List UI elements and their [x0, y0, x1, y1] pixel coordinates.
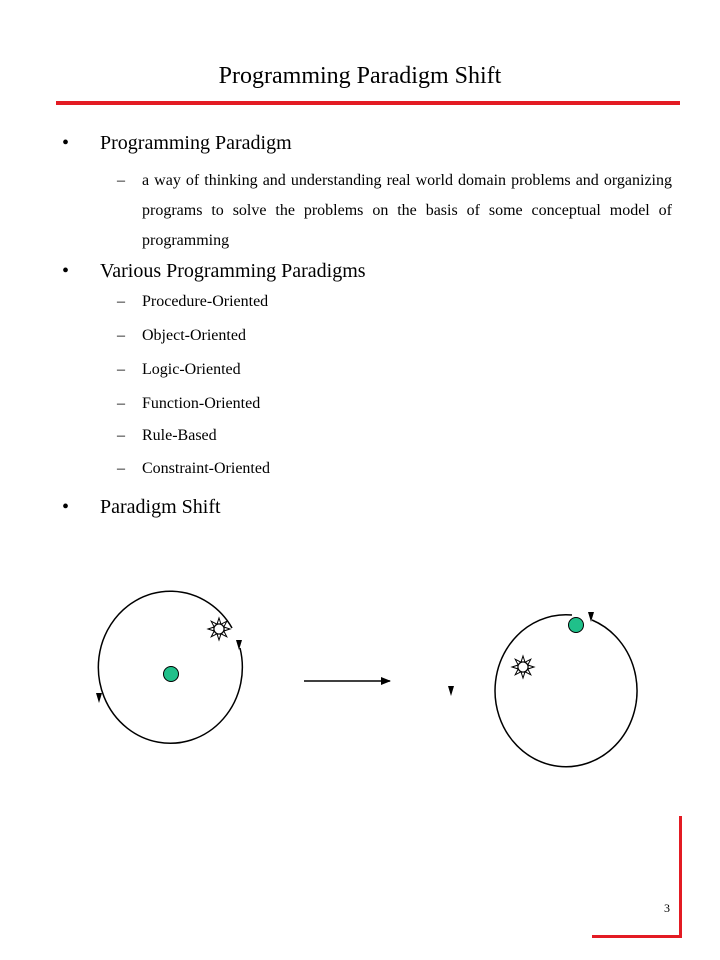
sub-bullet-marker: – [117, 460, 125, 477]
planet-icon [164, 667, 179, 682]
sub-bullet-marker: – [117, 427, 125, 444]
paradigm-function-oriented: Function-Oriented [142, 395, 261, 412]
sun-icon [208, 618, 230, 640]
orbit-arrowhead-icon [236, 640, 242, 650]
orbit-arrowhead-icon [96, 693, 102, 703]
sun-ray [528, 665, 534, 669]
paradigm-constraint-oriented: Constraint-Oriented [142, 460, 270, 477]
sun-ray [224, 627, 230, 631]
paradigm-rule-based: Rule-Based [142, 427, 217, 444]
sun-icon [512, 656, 534, 678]
sun-ray [521, 672, 525, 678]
bullet-marker: • [62, 260, 70, 282]
definition-text: a way of thinking and understanding real world domain problems and organizing programs to solve the problems on the basis of some conceptual model of programming [142, 172, 672, 249]
bullet-various-paradigms: Various Programming Paradigms [100, 260, 366, 282]
paradigm-logic-oriented: Logic-Oriented [142, 361, 241, 378]
sub-bullet-marker: – [117, 293, 125, 310]
left-orbit-diagram [96, 591, 242, 743]
sub-bullet-marker: – [117, 172, 125, 189]
bullet-marker: • [62, 132, 70, 154]
paradigm-shift-diagram [0, 580, 720, 780]
paradigm-procedure-oriented: Procedure-Oriented [142, 293, 269, 310]
orbit-arrowhead-icon [448, 686, 454, 696]
corner-accent-horizontal [592, 935, 682, 938]
sub-bullet-marker: – [117, 395, 125, 412]
bullet-programming-paradigm: Programming Paradigm [100, 132, 292, 154]
right-orbit-diagram [448, 612, 637, 767]
planet-icon [569, 618, 584, 633]
bullet-paradigm-shift: Paradigm Shift [100, 496, 221, 518]
slide-title: Programming Paradigm Shift [218, 63, 502, 89]
sun-ray [217, 618, 221, 624]
right-orbit-path [495, 615, 637, 767]
sun-ray [521, 656, 525, 662]
sub-bullet-marker: – [117, 361, 125, 378]
sun-ray [208, 627, 214, 631]
paradigm-object-oriented: Object-Oriented [142, 327, 246, 344]
corner-accent-vertical [679, 816, 682, 938]
sun-ray [217, 634, 221, 640]
sub-bullet-marker: – [117, 327, 125, 344]
page-number: 3 [664, 901, 670, 915]
bullet-marker: • [62, 496, 70, 518]
sun-ray [512, 665, 518, 669]
